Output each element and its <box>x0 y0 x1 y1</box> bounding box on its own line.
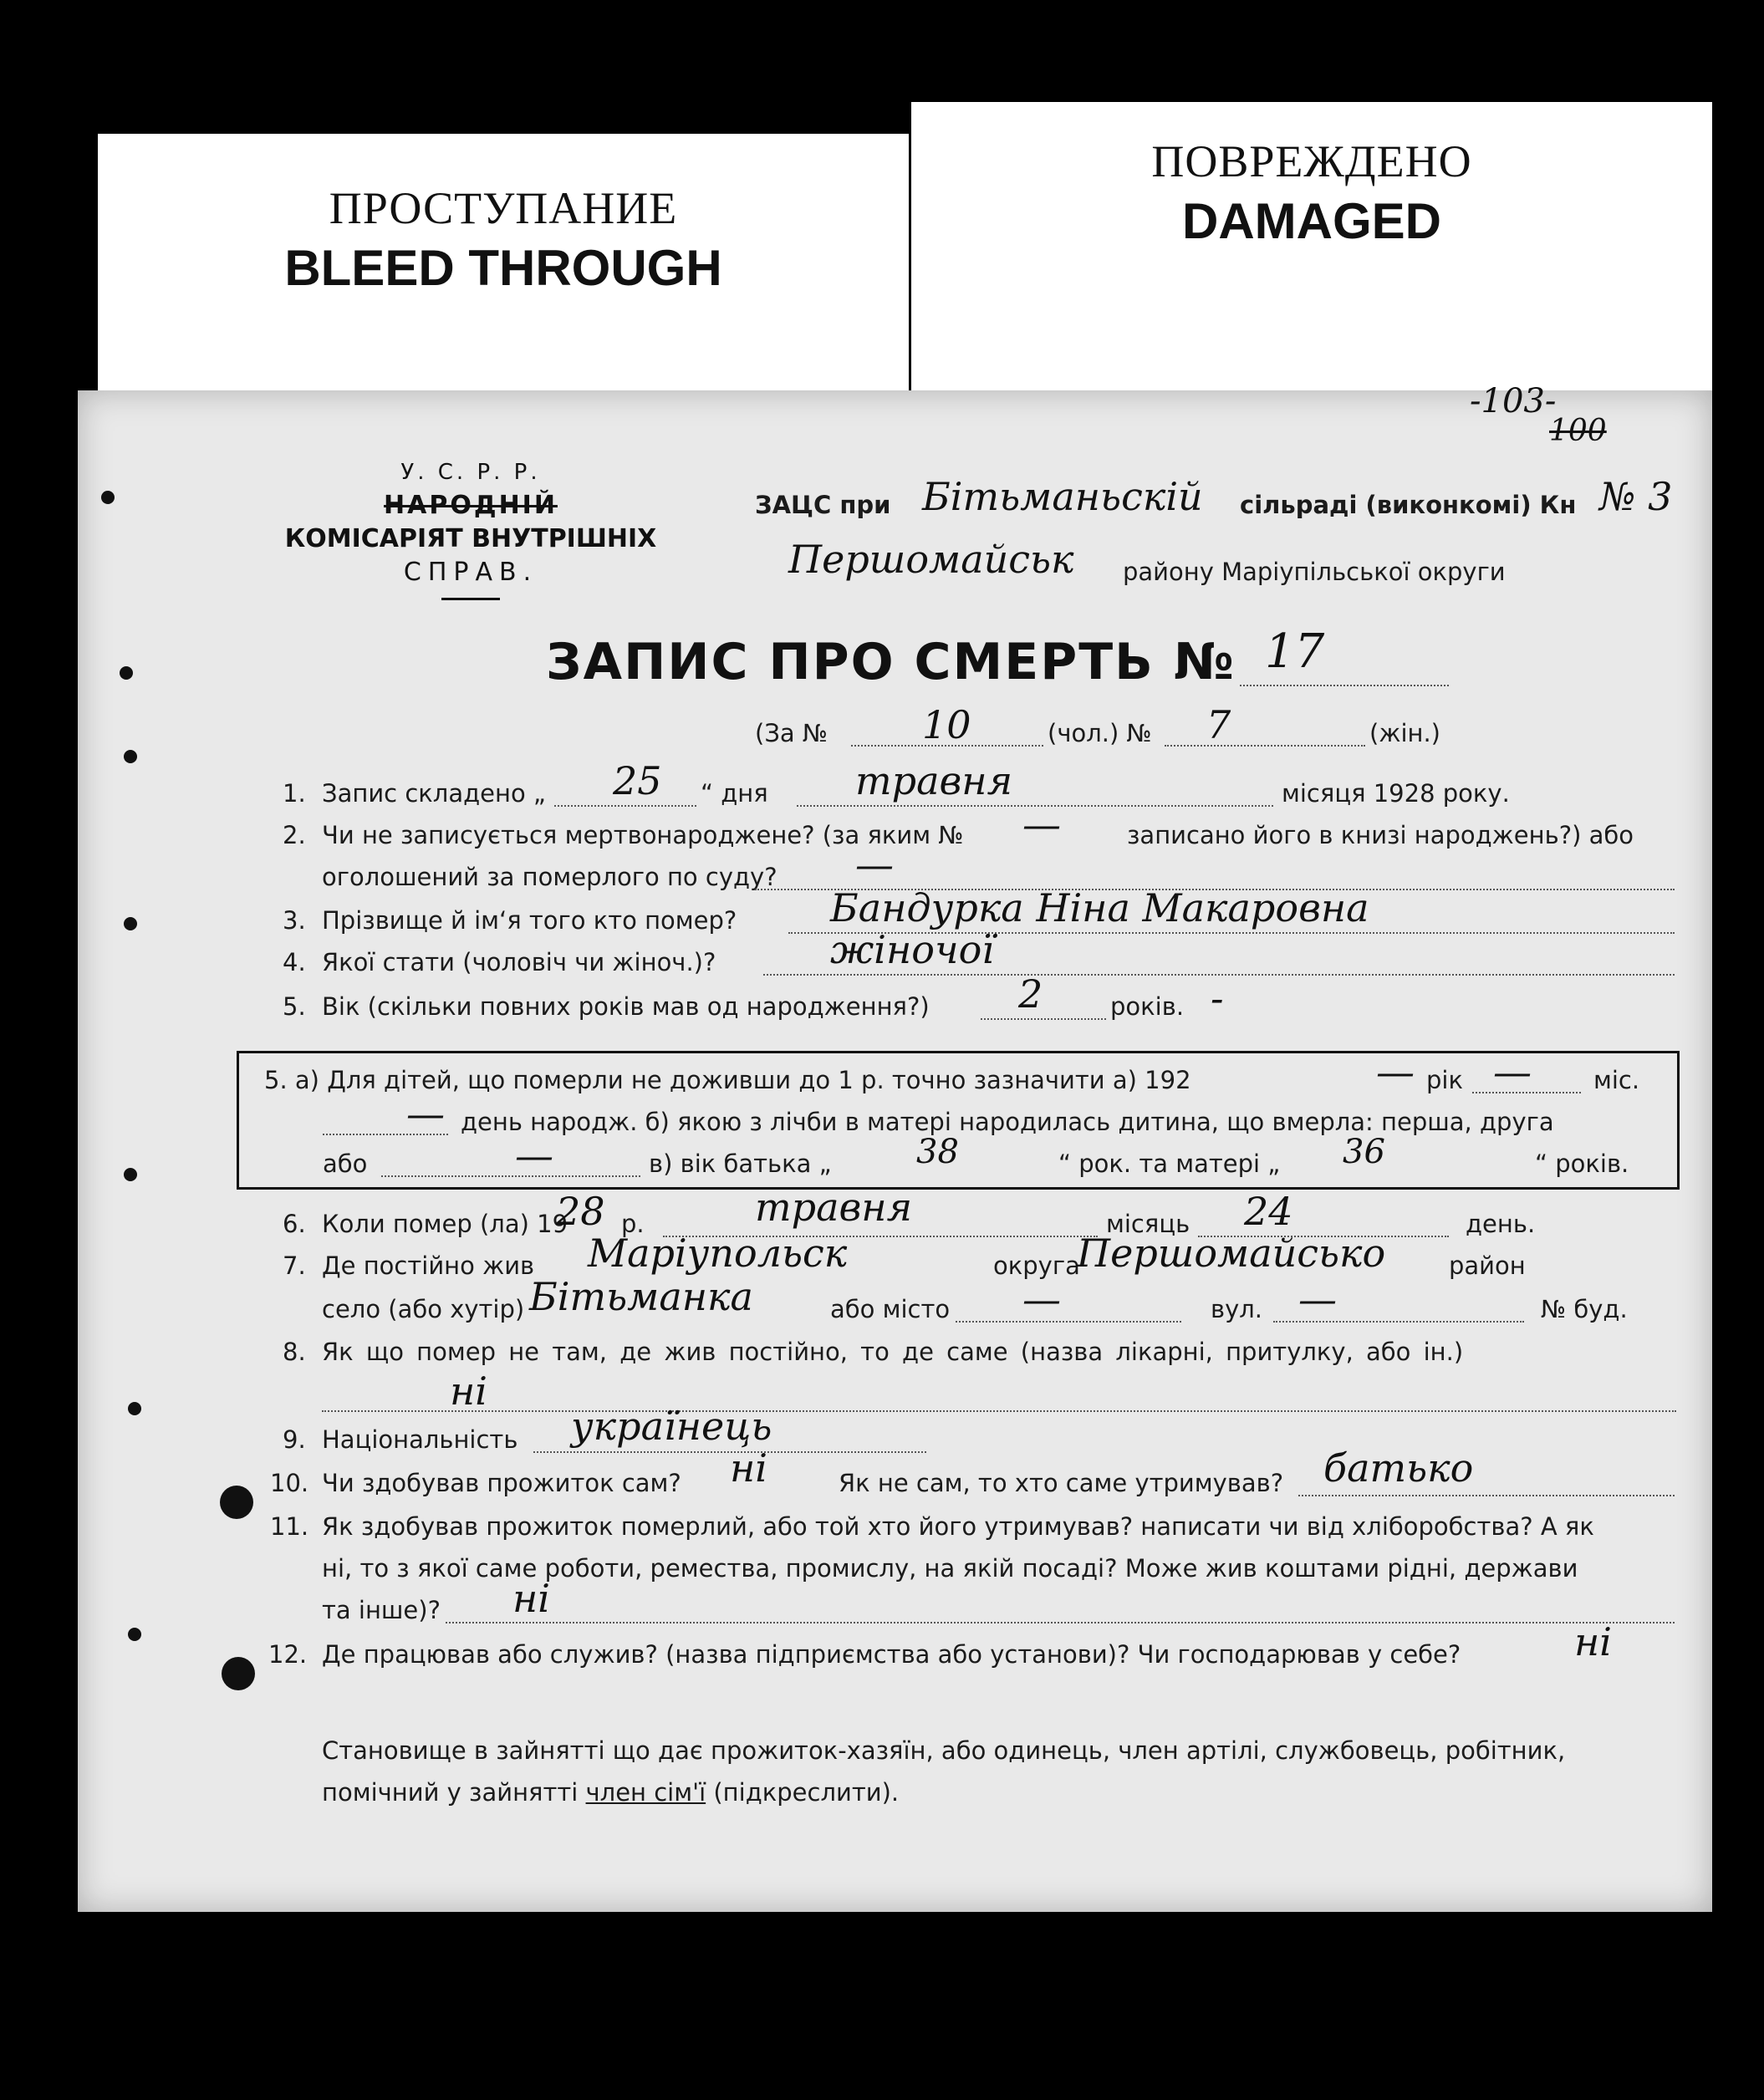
count-prefix: (За № <box>755 719 828 747</box>
field-5-dash: - <box>1211 976 1224 1021</box>
field-5a-mis: міс. <box>1593 1066 1640 1094</box>
bleed-through-en: BLEED THROUGH <box>284 240 722 296</box>
count-male-label: (чол.) № <box>1048 719 1152 747</box>
field-11-num: 11. <box>270 1512 309 1541</box>
punch-hole <box>120 666 133 680</box>
field-4-label: Якої стати (чоловіч чи жіноч.)? <box>322 948 716 976</box>
zags-prefix: ЗАЦС при <box>755 491 891 519</box>
field-2-num: 2. <box>283 821 306 849</box>
status-line2b: член сім'ї <box>585 1778 706 1807</box>
field-7-num: 7. <box>283 1251 306 1280</box>
field-12-num: 12. <box>268 1640 308 1669</box>
field-7-okr-hw: Маріупольск <box>588 1231 848 1276</box>
page-number: -103- <box>1470 382 1557 421</box>
field-5a-line3b: “ рок. та матері „ <box>1058 1149 1281 1178</box>
field-2-line2-hw: — <box>855 842 894 887</box>
status-line2c: (підкреслити). <box>713 1778 900 1807</box>
field-10-label: Чи здобував прожиток сам? <box>322 1469 681 1497</box>
status-line1: Становище в зайнятті що дає прожиток-хазяїн, або одинець, член артілі, службовець, робітник, <box>322 1736 1566 1765</box>
field-10-num: 10. <box>270 1469 309 1497</box>
field-7-street-hw: — <box>1298 1277 1337 1322</box>
field-6-end: день. <box>1466 1210 1536 1238</box>
field-2-line1a: Чи не записується мертвонароджене? (за яким № <box>322 821 964 849</box>
field-7-label: Де постійно жив <box>322 1251 535 1280</box>
zags-hw: Бітьманьскій <box>922 474 1203 519</box>
field-1-end: місяця 1928 року. <box>1282 779 1510 808</box>
agency-block <box>262 456 680 600</box>
field-8-hw: ні <box>450 1369 488 1414</box>
field-5a-box <box>237 1051 1680 1190</box>
field-11-line3: та інше)? <box>322 1596 441 1624</box>
field-1-day-hw: 25 <box>613 758 662 803</box>
field-8-label: Як що помер не там, де жив постійно, то де саме (назва лікарні, притулку, або ін.) <box>322 1338 1464 1366</box>
field-2-line2: оголошений за померлого по суду? <box>322 863 777 891</box>
field-9-hw: українець <box>571 1404 772 1449</box>
punch-hole <box>220 1486 253 1519</box>
field-11-line1: Як здобував прожиток померлий, або той хто його утримував? написати чи від хліборобства? А як <box>322 1512 1594 1541</box>
damaged-ru: ПОВРЕЖДЕНО <box>1151 136 1472 186</box>
punch-hole <box>101 491 115 504</box>
field-7-okr: округа <box>993 1251 1080 1280</box>
field-1-label: Запис складено „ <box>322 779 546 808</box>
agency-line2: КОМІСАРІЯТ ВНУТРІШНІХ <box>284 524 657 553</box>
count-female-hw: 7 <box>1206 702 1231 747</box>
field-5a-line3: в) вік батька „ <box>649 1149 832 1178</box>
field-7-street: вул. <box>1211 1295 1263 1323</box>
district-hw: Першомайськ <box>788 537 1074 582</box>
field-11-hw: ні <box>512 1576 551 1621</box>
field-6-r: р. <box>621 1210 645 1238</box>
punch-hole <box>128 1628 141 1641</box>
field-2-line1b: записано його в книзі народжень?) або <box>1127 821 1634 849</box>
agency-line1: НАРОДНІЙ <box>384 491 558 520</box>
field-7-rayon-hw: Першомайсько <box>1077 1231 1386 1276</box>
punch-hole <box>222 1657 255 1690</box>
field-3-hw: Бандурка Ніна Макаровна <box>830 885 1369 930</box>
field-6-month-hw: травня <box>755 1185 913 1230</box>
field-4-hw: жіночої <box>830 927 995 972</box>
field-7-village-hw: Бітьманка <box>529 1274 753 1319</box>
field-6-year-hw: 28 <box>556 1189 605 1234</box>
field-5a-rik: рік <box>1426 1066 1463 1094</box>
district-suffix: району Маріупільської округи <box>1123 558 1506 586</box>
field-3-label: Прізвище й ім‘я того кто помер? <box>322 906 737 935</box>
page-number-crossed: 100 <box>1549 414 1607 448</box>
field-5a-order-hw: — <box>515 1133 553 1178</box>
death-record-form <box>78 382 1712 1912</box>
field-10-hw: ні <box>730 1445 768 1491</box>
field-5a-line3c: “ років. <box>1535 1149 1629 1178</box>
usrr-label: У. С. Р. Р. <box>400 460 541 485</box>
field-12-label: Де працював або служив? (назва підприємства або установи)? Чи господарював у себе? <box>322 1640 1461 1669</box>
field-10-mid: Як не сам, то хто саме утримував? <box>839 1469 1284 1497</box>
field-2-hw: — <box>1022 802 1061 847</box>
field-5a-line1: 5. а) Для дітей, що померли не доживши до 1 р. точно зазначити а) 192 <box>264 1066 1191 1094</box>
field-5-hw: 2 <box>1018 971 1043 1017</box>
field-5a-mother-hw: 36 <box>1343 1133 1385 1171</box>
record-title: ЗАПИС ПРО СМЕРТЬ № <box>546 633 1236 691</box>
damaged-en: DAMAGED <box>1182 193 1441 249</box>
count-female-label: (жін.) <box>1369 719 1440 747</box>
field-5-label: Вік (скільки повних років мав од народження?) <box>322 992 930 1021</box>
field-1-month-hw: травня <box>855 758 1013 803</box>
field-5a-abo: або <box>323 1149 368 1178</box>
status-line2 <box>322 1778 899 1807</box>
record-number-hw: 17 <box>1265 624 1325 679</box>
field-5a-day-hw: — <box>406 1091 445 1136</box>
field-5a-mis-hw: — <box>1493 1049 1532 1094</box>
field-9-num: 9. <box>283 1425 306 1454</box>
punch-hole <box>124 750 137 763</box>
zags-book-hw: № 3 <box>1599 474 1673 519</box>
field-3-num: 3. <box>283 906 306 935</box>
field-5a-year-hw: — <box>1376 1049 1415 1094</box>
field-7-city-hw: — <box>1022 1277 1061 1322</box>
field-7-city: або місто <box>830 1295 951 1323</box>
field-7-rayon: район <box>1449 1251 1526 1280</box>
field-6-num: 6. <box>283 1210 306 1238</box>
field-4-num: 4. <box>283 948 306 976</box>
zags-suffix: сільраді (виконкомі) Кн <box>1240 491 1577 519</box>
punch-hole <box>128 1402 141 1415</box>
punch-hole <box>124 1168 137 1181</box>
field-10-hw2: батько <box>1323 1445 1474 1491</box>
field-5-end: років. <box>1110 992 1185 1021</box>
bleed-through-ru: ПРОСТУПАНИЕ <box>329 183 678 233</box>
agency-line3: СПРАВ. <box>403 558 538 587</box>
field-8-num: 8. <box>283 1338 306 1366</box>
field-5a-father-hw: 38 <box>916 1133 959 1171</box>
field-7-line2: село (або хутір) <box>322 1295 525 1323</box>
punch-hole <box>124 917 137 930</box>
field-5-num: 5. <box>283 992 306 1021</box>
field-6-mid: місяць <box>1106 1210 1190 1238</box>
status-line2a: помічний у зайнятті <box>322 1778 579 1807</box>
field-12-hw: ні <box>1574 1619 1613 1664</box>
field-11-line2: ні, то з якої саме роботи, ремества, промислу, на якій посаді? Може жив коштами рідні, держави <box>322 1554 1578 1583</box>
field-1-num: 1. <box>283 779 306 808</box>
field-6-label: Коли помер (ла) 19 <box>322 1210 568 1238</box>
agency-divider <box>441 598 500 600</box>
field-6-day-hw: 24 <box>1244 1189 1293 1234</box>
field-7-house: № буд. <box>1541 1295 1628 1323</box>
field-5a-line2: день народж. б) якою з лічби в матері народилась дитина, що вмерла: перша, друга <box>461 1108 1554 1136</box>
field-9-label: Національність <box>322 1425 518 1454</box>
count-male-hw: 10 <box>922 702 971 747</box>
field-1-mid: “ дня <box>701 779 768 808</box>
